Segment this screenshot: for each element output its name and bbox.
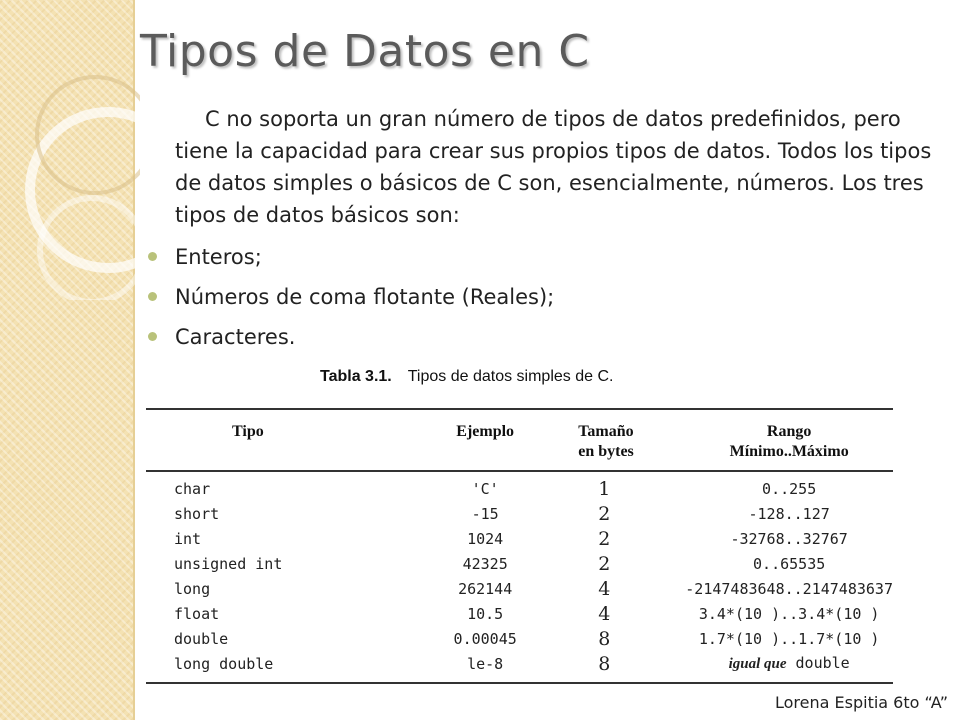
cell-tipo: long double xyxy=(146,651,402,683)
cell-tamano: 8 xyxy=(598,627,611,650)
cell-rango: 0..65535 xyxy=(753,554,826,573)
cell-tipo: double xyxy=(174,629,229,648)
table-caption xyxy=(320,368,613,386)
bullet-item xyxy=(135,242,554,282)
cell-rango: 1.7*(10 )..1.7*(10 ) xyxy=(698,629,880,648)
data-types-table-wrapper xyxy=(146,408,893,684)
cell-ejemplo: -15 xyxy=(471,504,499,523)
table-row xyxy=(146,526,893,551)
cell-ejemplo: 10.5 xyxy=(467,604,504,623)
cell-rango-emphasis: igual que xyxy=(728,656,787,672)
header-rango xyxy=(685,409,893,471)
cell-ejemplo: 42325 xyxy=(462,554,508,573)
header-tamano-line2: en bytes xyxy=(578,443,634,460)
bullet-dot-icon xyxy=(148,332,157,341)
bullet-text: Caracteres. xyxy=(175,325,296,349)
header-rango-line1: Rango xyxy=(766,423,812,440)
cell-rango: 3.4*(10 )..3.4*(10 ) xyxy=(698,604,880,623)
intro-paragraph xyxy=(175,103,935,231)
cell-tamano: 8 xyxy=(568,651,685,683)
cell-ejemplo: 0.00045 xyxy=(453,629,517,648)
header-tamano-line1: Tamaño xyxy=(578,423,634,440)
cell-ejemplo: le-8 xyxy=(402,651,568,683)
table-row xyxy=(146,471,893,501)
header-ejemplo: Ejemplo xyxy=(402,409,568,471)
bullet-item xyxy=(135,282,554,322)
cell-rango: -32768..32767 xyxy=(730,529,848,548)
cell-rango: 0..255 xyxy=(762,479,817,498)
table-row xyxy=(146,626,893,651)
cell-tamano: 2 xyxy=(598,552,611,575)
slide-title: Tipos de Datos en C xyxy=(140,26,590,77)
cell-ejemplo: 262144 xyxy=(458,579,513,598)
table-row xyxy=(146,651,893,683)
data-types-table xyxy=(146,408,893,684)
table-caption-number: Tabla 3.1. xyxy=(320,368,392,385)
cell-rango-rest: double xyxy=(786,654,850,672)
cell-ejemplo: 'C' xyxy=(471,479,499,498)
header-tipo: Tipo xyxy=(146,409,402,471)
cell-tamano: 4 xyxy=(598,602,611,625)
cell-tipo: unsigned int xyxy=(174,554,283,573)
header-rango-line2: Mínimo..Máximo xyxy=(729,443,849,460)
cell-tipo: char xyxy=(174,479,211,498)
table-caption-text: Tipos de datos simples de C. xyxy=(407,368,614,385)
table-header-row xyxy=(146,409,893,471)
bullet-dot-icon xyxy=(148,252,157,261)
bullet-item xyxy=(135,322,554,362)
cell-tamano: 1 xyxy=(598,477,611,500)
cell-tamano: 2 xyxy=(598,502,611,525)
intro-text: C no soporta un gran número de tipos de datos predefinidos, pero tiene la capacidad para crear sus propios tipos de datos. Todos los tipos de datos simples o básicos de C son, esencialmente, números. Los tres tipos de datos básicos son: xyxy=(175,107,932,227)
cell-tamano: 2 xyxy=(598,527,611,550)
cell-rango xyxy=(685,651,893,683)
decorative-circles xyxy=(0,0,140,300)
bullet-text: Enteros; xyxy=(175,245,262,269)
table-row xyxy=(146,551,893,576)
table-row xyxy=(146,601,893,626)
cell-tipo: int xyxy=(174,529,202,548)
cell-tipo: float xyxy=(174,604,220,623)
cell-tipo: short xyxy=(174,504,220,523)
cell-tamano: 4 xyxy=(598,577,611,600)
author-footer: Lorena Espitia 6to “A” xyxy=(775,693,948,712)
cell-rango: -128..127 xyxy=(748,504,830,523)
header-tamano xyxy=(568,409,685,471)
table-row xyxy=(146,576,893,601)
table-row xyxy=(146,501,893,526)
bullet-list xyxy=(135,242,554,362)
bullet-dot-icon xyxy=(148,292,157,301)
cell-rango: -2147483648..2147483637 xyxy=(685,579,893,598)
cell-ejemplo: 1024 xyxy=(467,529,504,548)
bullet-text: Números de coma flotante (Reales); xyxy=(175,285,555,309)
cell-tipo: long xyxy=(174,579,211,598)
